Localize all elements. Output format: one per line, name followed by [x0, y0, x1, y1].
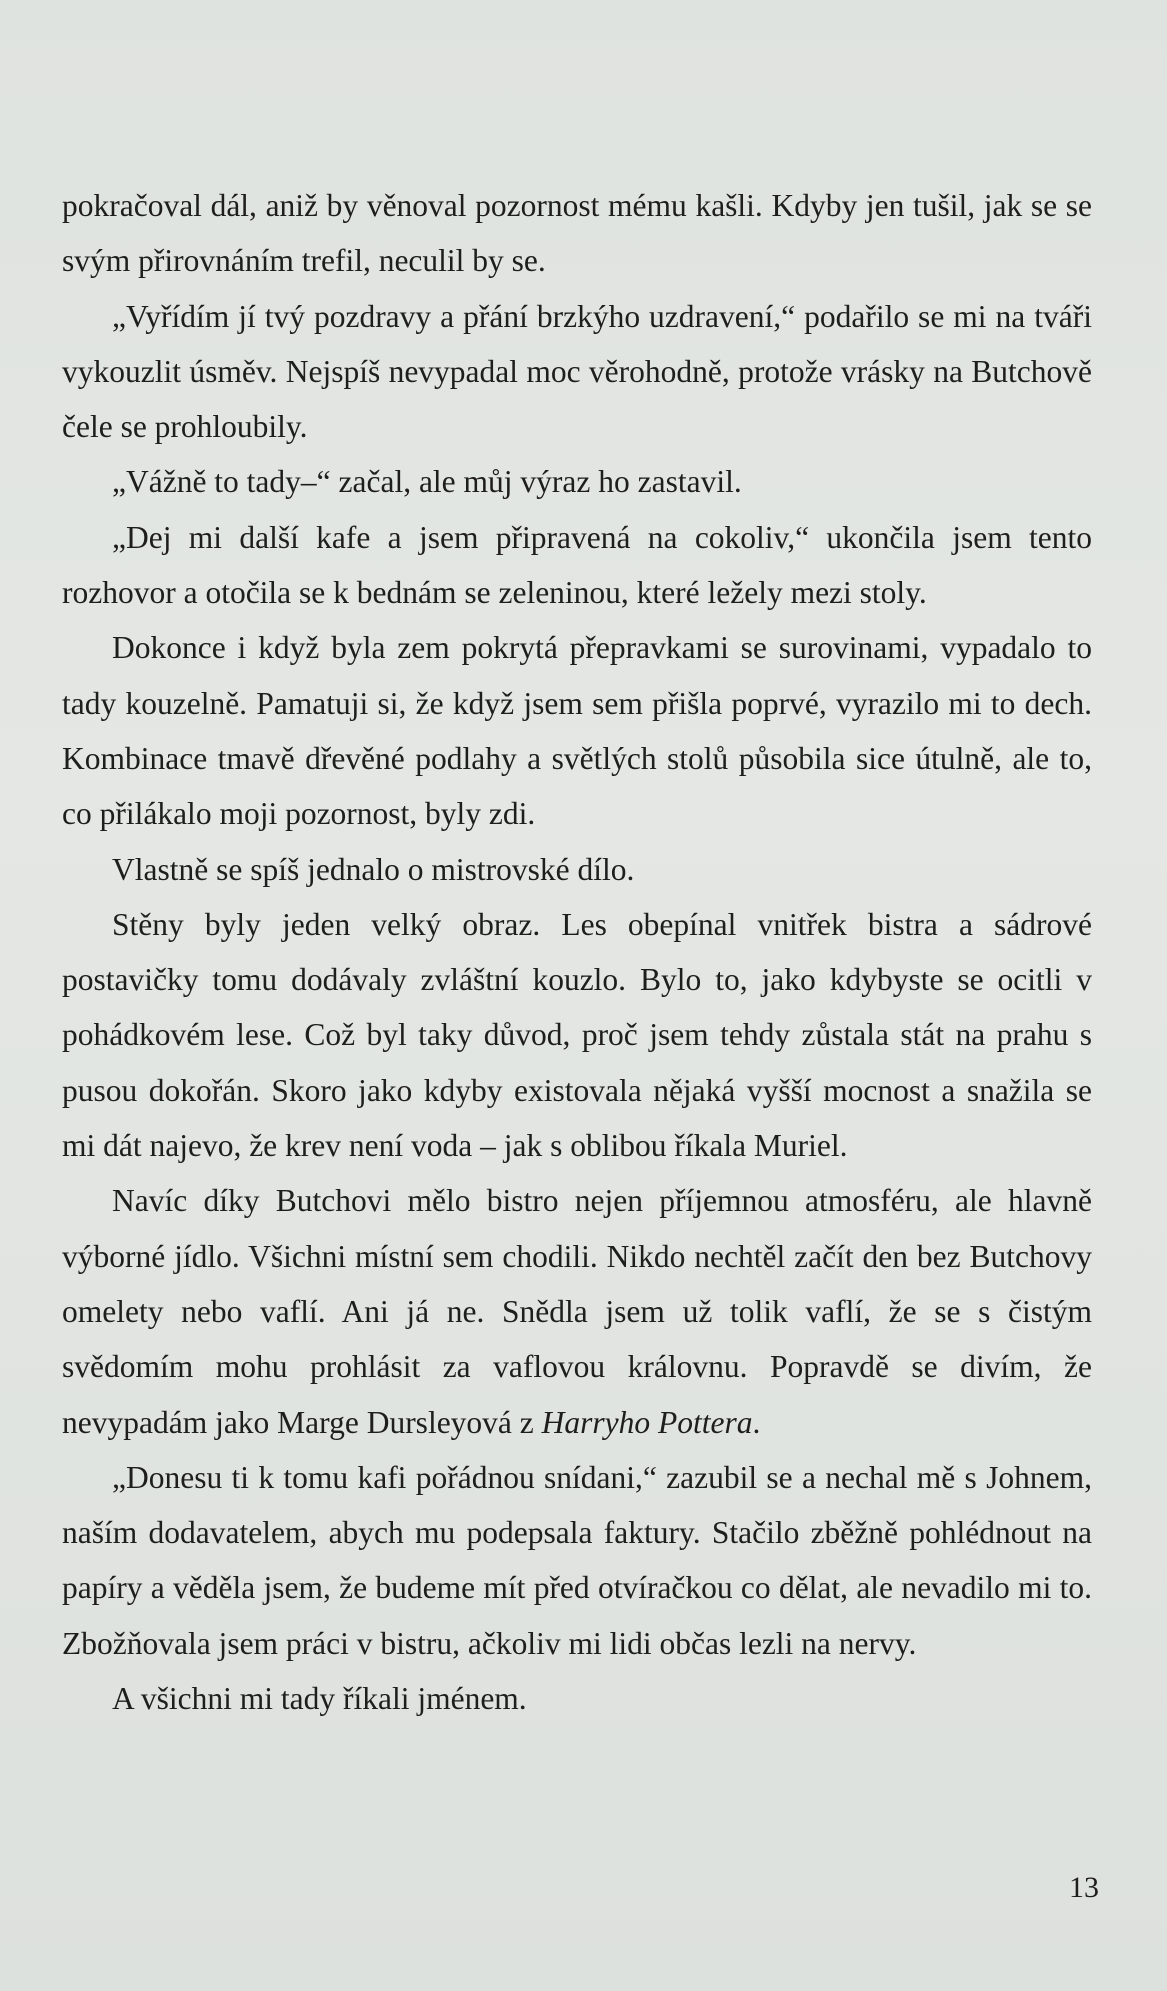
paragraph: A všichni mi tady říkali jménem. [112, 1681, 527, 1717]
paragraph: „Dej mi další kafe a jsem připravená na cokoliv,“ ukončila jsem tento rozhovor a otočila se k bednám se zeleninou, které ležely mezi stoly. [62, 519, 1092, 611]
paragraph: Dokonce i když byla zem pokrytá přepravkami se surovinami, vypadalo to tady kouzelně. Pamatuji si, že když jsem sem přišla poprvé, vyrazilo mi to dech. Kombinace tmavě dřevěné podlahy a světlých stolů působila sice útulně, ale to, co přilákalo moji pozornost, byly zdi. [62, 630, 1092, 832]
paragraph: „Vyřídím jí tvý pozdravy a přání brzkýho uzdravení,“ podařilo se mi na tváři vykouzlit úsměv. Nejspíš nevypadal moc věrohodně, protože vrásky na Butchově čele se prohloubily. [62, 298, 1092, 445]
page-number: 13 [1069, 1871, 1099, 1904]
paragraph [62, 1173, 1092, 1449]
paragraph: Stěny byly jeden velký obraz. Les obepínal vnitřek bistra a sádrové postavičky tomu dodávaly zvláštní kouzlo. Bylo to, jako kdybyste se ocitli v pohádkovém lese. Což byl taky důvod, proč jsem tehdy zůstala stát na prahu s pusou dokořán. Skoro jako kdyby existovala nějaká vyšší mocnost a snažila se mi dát najevo, že krev není voda – jak s oblibou říkala Muriel. [62, 906, 1092, 1164]
book-title-italic: Harryho Pottera [541, 1404, 753, 1440]
paragraph-text-end: . [752, 1404, 761, 1440]
paragraph: „Donesu ti k tomu kafi pořádnou snídani,“ zazubil se a nechal mě s Johnem, naším dodavatelem, abych mu podepsala faktury. Stačilo zběžně pohlédnout na papíry a věděla jsem, že budeme mít před otvíračkou co dělat, ale nevadilo mi to. Zbožňovala jsem práci v bistru, ačkoliv mi lidi občas lezli na nervy. [62, 1459, 1092, 1661]
paragraph: pokračoval dál, aniž by věnoval pozornost mému kašli. Kdyby jen tušil, jak se se svým přirovnáním trefil, neculil by se. [62, 188, 1092, 279]
paragraph: Vlastně se spíš jednalo o mistrovské dílo. [112, 851, 635, 887]
body-text [62, 178, 1092, 1726]
paragraph-text: Navíc díky Butchovi mělo bistro nejen příjemnou atmosféru, ale hlavně výborné jídlo. Všichni místní sem chodili. Nikdo nechtěl začít den bez Butchovy omelety nebo vaflí. Ani já ne. Snědla jsem už tolik vaflí, že se s čistým svědomím mohu prohlásit za vaflovou královnu. Popravdě se divím, že nevypadám jako Marge Dursleyová z [62, 1183, 1092, 1440]
paragraph: „Vážně to tady–“ začal, ale můj výraz ho zastavil. [112, 464, 742, 500]
